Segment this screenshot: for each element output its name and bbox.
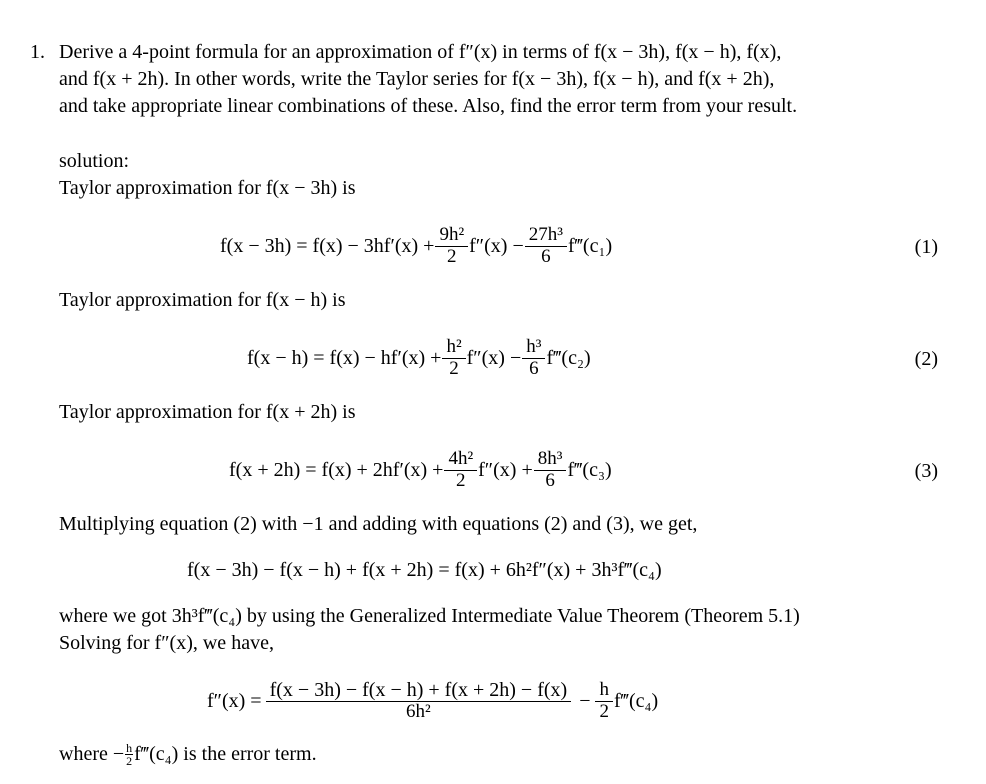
eq3-fraction-1	[446, 449, 475, 492]
eq1-frac2-den: 6	[525, 246, 567, 268]
equation-number-2: (2)	[914, 348, 938, 370]
eq2-fraction-2	[524, 337, 543, 380]
final-tail: f‴(c₄)	[613, 689, 659, 712]
eq1-frac1-num: 9h²	[439, 223, 465, 245]
eq2-fraction-1	[444, 337, 463, 380]
problem-line-3: and take appropriate linear combinations of these. Also, find the error term from your result.	[59, 95, 798, 117]
final-numerator: f(x − 3h) − f(x − h) + f(x + 2h) − f(x)	[269, 679, 568, 702]
error-suffix: f‴(c₄) is the error term.	[134, 743, 317, 765]
error-prefix: where −	[59, 743, 125, 765]
eq3-lhs: f(x + 2h) = f(x) + 2hf′(x) +	[229, 458, 444, 481]
eq2-frac2-num: h³	[526, 335, 542, 357]
equation-number-3: (3)	[914, 460, 938, 482]
final-lhs: f″(x) =	[207, 689, 262, 712]
final-minus: −	[579, 689, 591, 712]
eq3-frac1-den: 2	[444, 470, 477, 492]
eq2-frac2-den: 6	[522, 358, 545, 380]
eq2-mid: f″(x) −	[466, 346, 522, 369]
eq2-frac1-den: 2	[442, 358, 465, 380]
solution-label: solution:	[59, 150, 130, 172]
eq2-frac1-num: h²	[446, 335, 462, 357]
eq3-frac1-num: 4h²	[448, 447, 474, 469]
equation-4: f(x − 3h) − f(x − h) + f(x + 2h) = f(x) + 6h²f″(x) + 3h³f‴(c₄)	[187, 559, 662, 581]
eq3-mid: f″(x) +	[478, 458, 533, 481]
error-frac-num: h	[126, 741, 133, 755]
combine-text: Multiplying equation (2) with −1 and adding with equations (2) and (3), we get,	[59, 513, 698, 535]
problem-line-1: Derive a 4-point formula for an approximation of f″(x) in terms of f(x − 3h), f(x − h), f(x),	[59, 41, 782, 63]
solving-text: Solving for f″(x), we have,	[59, 632, 274, 654]
eq1-fraction-2	[527, 225, 565, 268]
eq1-mid: f″(x) −	[469, 234, 524, 257]
error-term-line	[59, 742, 317, 767]
eq1-lhs: f(x − 3h) = f(x) − 3hf′(x) +	[220, 234, 435, 257]
taylor-intro-2: Taylor approximation for f(x − h) is	[59, 289, 346, 311]
error-frac-den: 2	[126, 754, 133, 768]
eq3-frac2-num: 8h³	[537, 447, 563, 469]
eq1-fraction-1	[437, 225, 466, 268]
eq2-lhs: f(x − h) = f(x) − hf′(x) +	[247, 346, 442, 369]
taylor-intro-1: Taylor approximation for f(x − 3h) is	[59, 177, 356, 199]
problem-number: 1.	[30, 41, 45, 63]
eq3-fraction-2	[536, 449, 565, 492]
eq3-frac2-den: 6	[534, 470, 567, 492]
eq1-frac1-den: 2	[435, 246, 468, 268]
final-frac-num: h	[599, 678, 609, 700]
final-denominator: 6h²	[266, 701, 572, 723]
equation-2	[247, 330, 591, 386]
final-equation	[207, 673, 658, 729]
final-error-fraction	[597, 680, 611, 723]
ivt-text: where we got 3h³f‴(c₄) by using the Generalized Intermediate Value Theorem (Theorem 5.1)	[59, 605, 800, 627]
equation-number-1: (1)	[914, 236, 938, 258]
eq1-frac2-num: 27h³	[528, 223, 563, 245]
equation-1	[220, 218, 612, 274]
eq3-tail: f‴(c₃)	[567, 458, 612, 481]
eq1-tail: f‴(c₁)	[567, 234, 613, 257]
error-fraction	[125, 742, 133, 767]
final-frac-den: 2	[595, 701, 613, 723]
problem-line-2: and f(x + 2h). In other words, write the Taylor series for f(x − 3h), f(x − h), and f(x + 2h),	[59, 68, 775, 90]
equation-3	[229, 442, 612, 498]
eq2-tail: f‴(c₂)	[546, 346, 591, 369]
taylor-intro-3: Taylor approximation for f(x + 2h) is	[59, 401, 356, 423]
final-main-fraction	[268, 679, 570, 723]
